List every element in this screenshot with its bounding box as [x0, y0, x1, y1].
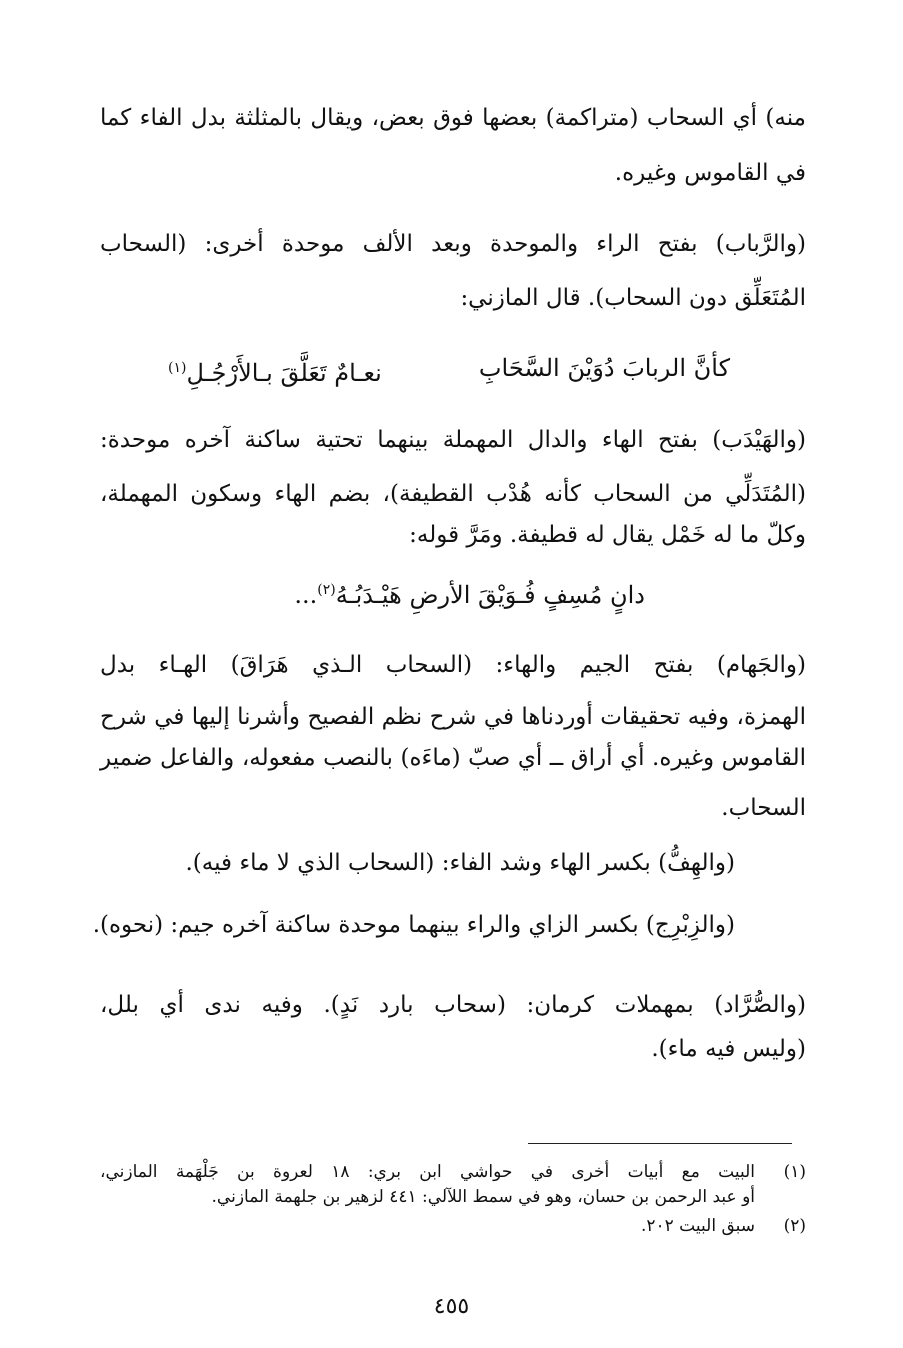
- ellipsis: ...: [294, 581, 318, 609]
- page-number: ٤٥٥: [433, 1294, 470, 1319]
- footnote-line: البيت مع أبيات أخرى في حواشي ابن بري: ١٨ لعروة بن جَلْهَمة المازني،: [100, 1162, 755, 1182]
- body-line: (المُتَدَلِّي من السحاب كأنه هُدْب القطيفة)، بضم الهاء وسكون المهملة،: [100, 481, 806, 507]
- footnote-marker: (١): [783, 1162, 806, 1182]
- footnote-line: أو عبد الرحمن بن حسان، وهو في سمط اللآلي: ٤٤١ لزهير بن جلهمة المازني.: [211, 1187, 755, 1207]
- verse-line: [294, 575, 645, 610]
- footnote-marker: (٢): [783, 1216, 806, 1236]
- footnote-ref: (١): [168, 360, 187, 376]
- body-line: وكلّ ما له خَمْل يقال له قطيفة. ومَرَّ قوله:: [409, 522, 806, 548]
- body-line: (والجَهام) بفتح الجيم والهاء: (السحاب الـذي هَرَاقَ) الهـاء بدل: [100, 652, 806, 678]
- body-line: (والزِبْرِج) بكسر الزاي والراء بينهما موحدة ساكنة آخره جيم: (نحوه).: [92, 912, 735, 938]
- verse-hemistich-first: كأنَّ الربابَ دُوَيْنَ السَّحَابِ: [478, 354, 730, 382]
- verse-hemistich-second: [168, 353, 382, 388]
- body-line: (والرَّباب) بفتح الراء والموحدة وبعد الألف موحدة أخرى: (السحاب: [100, 231, 806, 257]
- verse-text: نعـامٌ تَعَلَّقَ بـالأَرْجُـلِ: [186, 359, 382, 387]
- body-line: (وليس فيه ماء).: [651, 1036, 806, 1062]
- body-line: الهمزة، وفيه تحقيقات أوردناها في شرح نظم الفصيح وأشرنا إليها في شرح: [100, 704, 806, 730]
- body-line: (والهِفُّ) بكسر الهاء وشد الفاء: (السحاب الذي لا ماء فيه).: [185, 850, 735, 876]
- body-line: منه) أي السحاب (متراكمة) بعضها فوق بعض، ويقال بالمثلثة بدل الفاء كما: [100, 105, 806, 131]
- footnote-line: سبق البيت ٢٠٢.: [640, 1216, 755, 1236]
- body-line: في القاموس وغيره.: [614, 160, 806, 186]
- footnote-separator: [528, 1143, 792, 1144]
- body-line: السحاب.: [721, 795, 806, 821]
- body-line: القاموس وغيره. أي أراق ــ أي صبّ (ماءَه) بالنصب مفعوله، والفاعل ضمير: [100, 745, 806, 771]
- body-line: المُتَعَلِّق دون السحاب). قال المازني:: [460, 285, 806, 311]
- verse-text: دانٍ مُسِفٍ فُـوَيْقَ الأرضِ هَيْـدَبُـهُ: [335, 581, 645, 609]
- body-line: (والهَيْدَب) بفتح الهاء والدال المهملة بينهما تحتية ساكنة آخره موحدة:: [100, 427, 806, 453]
- footnote-ref: (٢): [317, 582, 336, 598]
- body-line: (والصُّرَّاد) بمهملات كرمان: (سحاب بارد نَدٍ). وفيه ندى أي بلل،: [100, 992, 806, 1018]
